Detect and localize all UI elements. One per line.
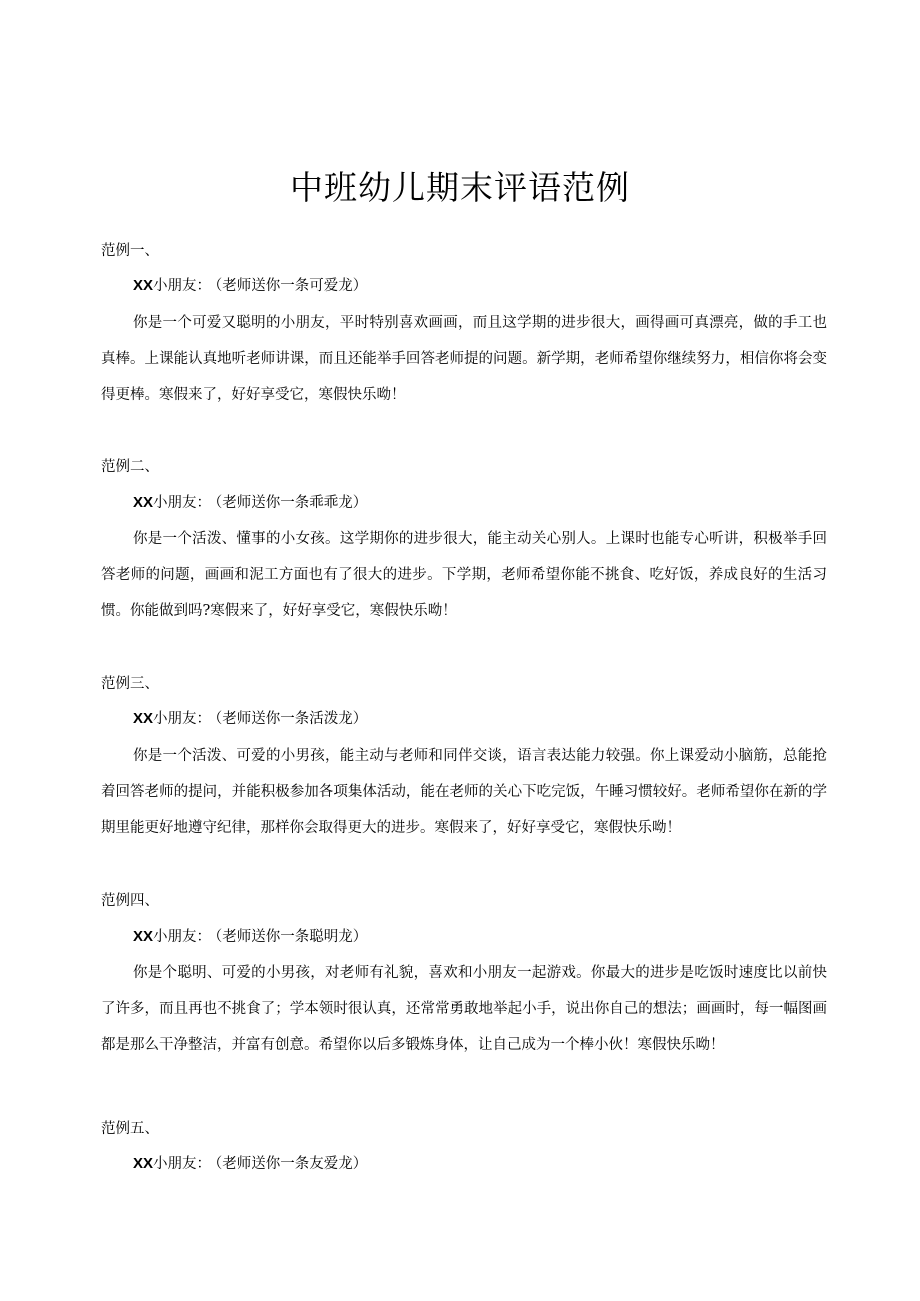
gift-note: （老师送你一条可爱龙） [215, 278, 368, 294]
student-name-placeholder: XX [133, 1155, 154, 1172]
greeting-3 [133, 709, 367, 729]
student-name-placeholder: XX [133, 710, 154, 727]
section-label-2: 范例二、 [101, 459, 159, 475]
greeting-1 [133, 276, 367, 296]
greeting-5 [133, 1154, 367, 1174]
comment-paragraph-1: 你是一个可爱又聪明的小朋友，平时特别喜欢画画，而且这学期的进步很大，画得画可真漂亮，做的手工也真棒。上课能认真地听老师讲课，而且还能举手回答老师提的问题。新学期，老师希望你继续努力，相信你将会变得更棒。寒假来了，好好享受它，寒假快乐呦！ [101, 315, 827, 403]
gift-note: （老师送你一条友爱龙） [215, 1156, 368, 1172]
comment-paragraph-2: 你是一个活泼、懂事的小女孩。这学期你的进步很大，能主动关心别人。上课时也能专心听讲，积极举手回答老师的问题，画画和泥工方面也有了很大的进步。下学期，老师希望你能不挑食、吃好饭，养成良好的生活习惯。你能做到吗?寒假来了，好好享受它，寒假快乐呦！ [101, 531, 827, 619]
greeting-text: 小朋友： [153, 711, 212, 727]
gift-note: （老师送你一条活泼龙） [215, 711, 368, 727]
student-name-placeholder: XX [133, 494, 154, 511]
document-title: 中班幼儿期末评语范例 [290, 168, 630, 207]
gift-note: （老师送你一条乖乖龙） [215, 495, 368, 511]
greeting-text: 小朋友： [153, 1156, 212, 1172]
greeting-text: 小朋友： [153, 495, 212, 511]
section-label-1: 范例一、 [101, 243, 159, 259]
student-name-placeholder: XX [133, 928, 154, 945]
section-label-5: 范例五、 [101, 1121, 159, 1137]
comment-paragraph-3: 你是一个活泼、可爱的小男孩，能主动与老师和同伴交谈，语言表达能力较强。你上课爱动小脑筋，总能抢着回答老师的提问，并能积极参加各项集体活动，能在老师的关心下吃完饭，午睡习惯较好。老师希望你在新的学期里能更好地遵守纪律，那样你会取得更大的进步。寒假来了，好好享受它，寒假快乐呦！ [101, 748, 827, 836]
greeting-text: 小朋友： [153, 278, 212, 294]
section-label-3: 范例三、 [101, 676, 159, 692]
greeting-4 [133, 927, 367, 947]
comment-paragraph-4: 你是个聪明、可爱的小男孩，对老师有礼貌，喜欢和小朋友一起游戏。你最大的进步是吃饭时速度比以前快了许多，而且再也不挑食了；学本领时很认真，还常常勇敢地举起小手，说出你自己的想法；画画时，每一幅图画都是那么干净整洁，并富有创意。希望你以后多锻炼身体，让自己成为一个棒小伙！寒假快乐呦！ [101, 965, 827, 1053]
gift-note: （老师送你一条聪明龙） [215, 929, 368, 945]
student-name-placeholder: XX [133, 277, 154, 294]
greeting-2 [133, 493, 367, 513]
greeting-text: 小朋友： [153, 929, 212, 945]
section-label-4: 范例四、 [101, 893, 159, 909]
